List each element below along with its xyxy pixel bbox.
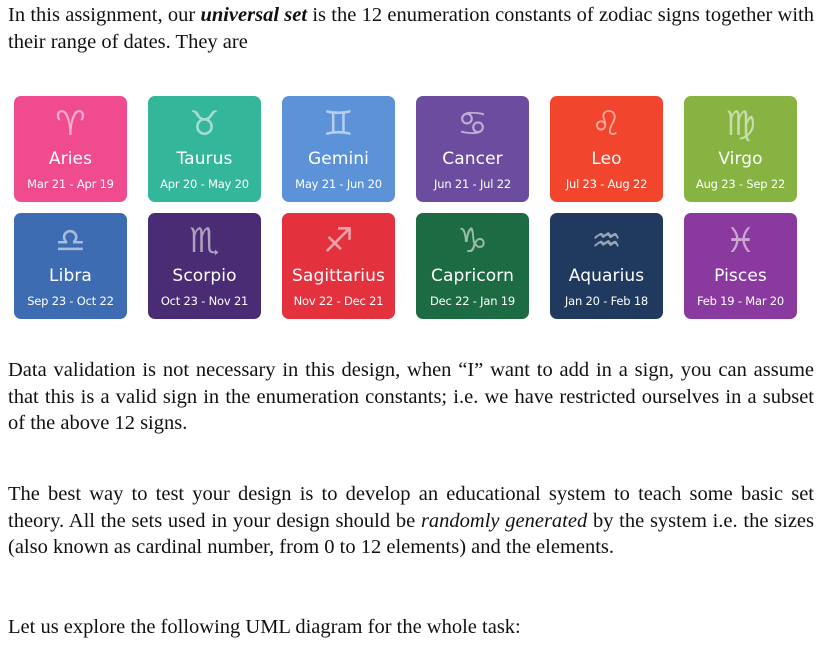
zodiac-name: Aquarius: [568, 266, 645, 286]
zodiac-name: Leo: [591, 149, 622, 169]
zodiac-dates: Apr 20 - May 20: [160, 177, 249, 191]
zodiac-dates: Jan 20 - Feb 18: [564, 294, 649, 308]
zodiac-card-capricorn: [416, 213, 529, 319]
test-paragraph: [8, 481, 814, 561]
libra-icon: ♎: [55, 221, 86, 261]
zodiac-card-taurus: [148, 96, 261, 202]
zodiac-card-sagittarius: [282, 213, 395, 319]
zodiac-name: Scorpio: [172, 266, 237, 286]
zodiac-card-leo: [550, 96, 663, 202]
zodiac-card-pisces: [684, 213, 797, 319]
leo-icon: ♌: [591, 104, 622, 144]
gemini-icon: ♊: [323, 104, 354, 144]
zodiac-card-virgo: [684, 96, 797, 202]
pisces-icon: ♓: [725, 221, 756, 261]
validation-paragraph: Data validation is not necessary in this design, when “I” want to add in a sign, you can assume that this is a valid sign in the enumeration constants; i.e. we have restricted ourselves in a subset of the above 12 signs.: [8, 359, 814, 434]
zodiac-card-libra: [14, 213, 127, 319]
aquarius-icon: ♒: [591, 221, 622, 261]
zodiac-dates: Dec 22 - Jan 19: [429, 294, 516, 308]
zodiac-card-aries: [14, 96, 127, 202]
taurus-icon: ♉: [189, 104, 220, 144]
zodiac-dates: Mar 21 - Apr 19: [27, 177, 114, 191]
test-text-start: The best way to test your design is to develop an educational system to teach some basic set theory. All the sets used in your design should be: [8, 483, 814, 532]
zodiac-dates: Jul 23 - Aug 22: [565, 177, 648, 191]
zodiac-name: Taurus: [176, 149, 233, 169]
universal-set-emphasis: universal set: [200, 4, 308, 26]
cancer-icon: ♋: [457, 104, 488, 144]
sagittarius-icon: ♐: [323, 221, 354, 261]
virgo-icon: ♍: [725, 104, 756, 144]
capricorn-icon: ♑: [457, 221, 488, 261]
uml-paragraph: Let us explore the following UML diagram for the whole task:: [8, 616, 521, 638]
zodiac-dates: Aug 23 - Sep 22: [695, 177, 786, 191]
zodiac-name: Cancer: [442, 149, 503, 169]
zodiac-card-gemini: [282, 96, 395, 202]
zodiac-dates: Sep 23 - Oct 22: [27, 294, 114, 308]
zodiac-name: Pisces: [714, 266, 767, 286]
zodiac-card-scorpio: [148, 213, 261, 319]
zodiac-name: Virgo: [718, 149, 763, 169]
intro-paragraph: [8, 2, 814, 55]
zodiac-dates: Jun 21 - Jul 22: [434, 177, 511, 191]
zodiac-name: Gemini: [307, 149, 369, 169]
intro-text-start: In this assignment, our: [8, 4, 201, 26]
scorpio-icon: ♏: [189, 221, 220, 261]
zodiac-name: Sagittarius: [292, 266, 385, 286]
zodiac-grid: [14, 96, 800, 319]
zodiac-card-cancer: [416, 96, 529, 202]
zodiac-card-aquarius: [550, 213, 663, 319]
zodiac-name: Aries: [48, 149, 93, 169]
randomly-generated-emphasis: randomly generated: [420, 509, 588, 532]
zodiac-dates: May 21 - Jun 20: [295, 177, 382, 191]
zodiac-name: Capricorn: [431, 266, 514, 286]
intro-text-end: is the 12 enumeration constants of zodiac signs together with their range of dates. They are: [8, 4, 814, 53]
aries-icon: ♈: [55, 104, 86, 144]
zodiac-dates: Feb 19 - Mar 20: [696, 294, 785, 308]
test-text-end: by the system i.e. the sizes (also known as cardinal number, from 0 to 12 elements) and the elements.: [8, 509, 815, 558]
zodiac-dates: Nov 22 - Dec 21: [293, 294, 384, 308]
zodiac-dates: Oct 23 - Nov 21: [160, 294, 249, 308]
zodiac-name: Libra: [49, 266, 92, 286]
